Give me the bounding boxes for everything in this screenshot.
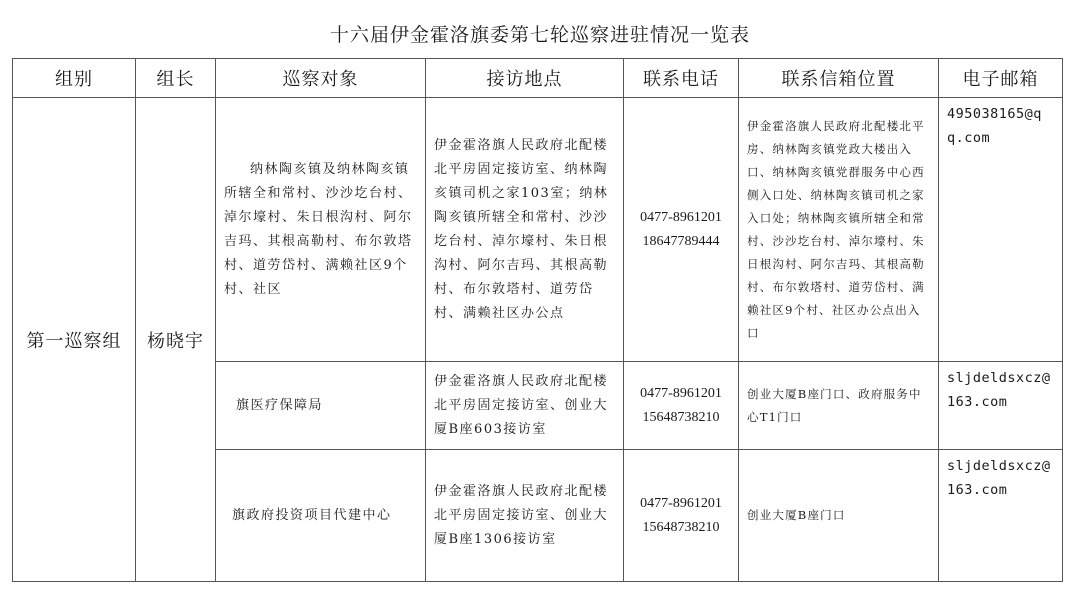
location-cell: 伊金霍洛旗人民政府北配楼北平房固定接访室、创业大厦B座603接访室 (426, 362, 624, 450)
mailbox-cell: 伊金霍洛旗人民政府北配楼北平房、纳林陶亥镇党政大楼出入口、纳林陶亥镇党群服务中心西侧入口处、纳林陶亥镇司机之家入口处；纳林陶亥镇所辖全和常村、沙沙圪台村、淖尔壕村、朱日根沟村、阿尔吉玛、其根高勒村、布尔敦塔村、道劳岱村、满赖社区9个村、社区办公点出入口 (739, 98, 939, 362)
header-target: 巡察对象 (216, 59, 426, 98)
header-row (13, 59, 1063, 98)
email-cell: sljdeldsxcz@163.com (939, 362, 1063, 450)
mailbox-cell: 创业大厦B座门口 (739, 450, 939, 582)
mobile-number: 15648738210 (642, 409, 720, 425)
email-cell: 495038165@qq.com (939, 98, 1063, 362)
phone-number: 0477-8961201 (640, 385, 722, 401)
inspection-table (12, 58, 1063, 582)
page-title: 十六届伊金霍洛旗委第七轮巡察进驻情况一览表 (329, 24, 750, 46)
header-mailbox: 联系信箱位置 (739, 59, 939, 98)
location-cell: 伊金霍洛旗人民政府北配楼北平房固定接访室、纳林陶亥镇司机之家103室；纳林陶亥镇所辖全和常村、沙沙圪台村、淖尔壕村、朱日根沟村、阿尔吉玛、其根高勒村、布尔敦塔村、道劳岱村、满赖社区办公点 (426, 98, 624, 362)
target-cell: 旗政府投资项目代建中心 (216, 450, 426, 582)
header-leader: 组长 (136, 59, 216, 98)
header-group: 组别 (13, 59, 136, 98)
location-cell: 伊金霍洛旗人民政府北配楼北平房固定接访室、创业大厦B座1306接访室 (426, 450, 624, 582)
phone-cell (624, 98, 739, 362)
mailbox-cell: 创业大厦B座门口、政府服务中心T1门口 (739, 362, 939, 450)
leader-name-cell: 杨晓宇 (136, 98, 216, 582)
phone-cell (624, 450, 739, 582)
target-cell: 旗医疗保障局 (216, 362, 426, 450)
target-cell: 纳林陶亥镇及纳林陶亥镇所辖全和常村、沙沙圪台村、淖尔壕村、朱日根沟村、阿尔吉玛、其根高勒村、布尔敦塔村、道劳岱村、满赖社区9个村、社区 (216, 98, 426, 362)
phone-cell (624, 362, 739, 450)
table-row (13, 98, 1063, 362)
header-email: 电子邮箱 (939, 59, 1063, 98)
email-cell: sljdeldsxcz@163.com (939, 450, 1063, 582)
group-name-cell: 第一巡察组 (13, 98, 136, 582)
header-phone: 联系电话 (624, 59, 739, 98)
header-location: 接访地点 (426, 59, 624, 98)
mobile-number: 15648738210 (642, 519, 720, 535)
phone-number: 0477-8961201 (640, 495, 722, 511)
mobile-number: 18647789444 (642, 233, 720, 249)
phone-number: 0477-8961201 (640, 209, 722, 225)
